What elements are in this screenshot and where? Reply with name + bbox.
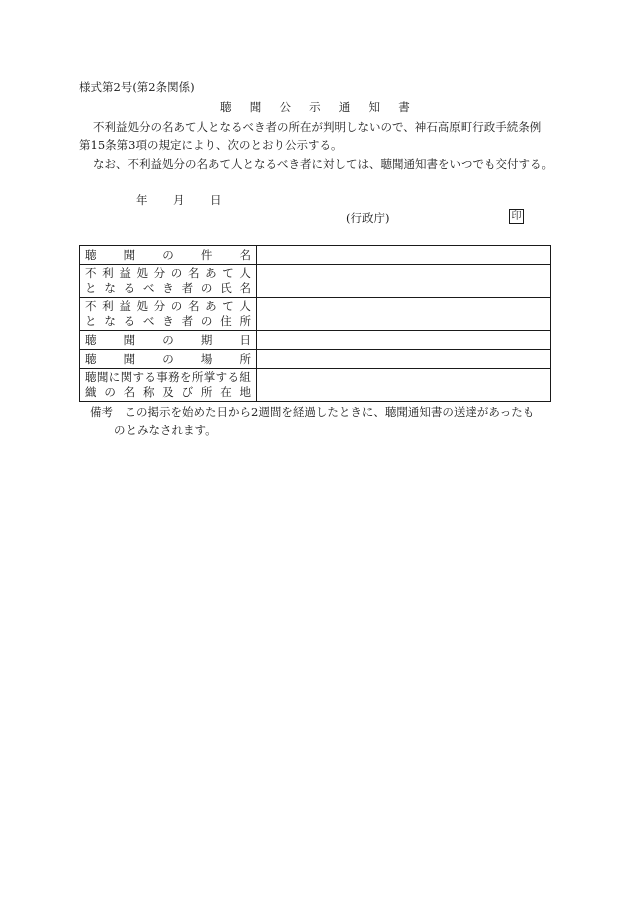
label-char: 地 (239, 385, 251, 399)
label-char: る (123, 281, 136, 295)
row-value[interactable] (257, 246, 551, 265)
agency-label: (行政庁) (346, 211, 390, 225)
label-char: な (104, 281, 116, 295)
label-char: る (123, 314, 136, 328)
label-char: す (132, 370, 144, 384)
row-label-line (85, 385, 251, 400)
label-char: 分 (153, 299, 166, 313)
label-char: あ (205, 299, 217, 313)
label-char: す (215, 370, 228, 384)
row-label-line (85, 248, 251, 263)
label-char: る (144, 370, 156, 384)
label-char: 益 (119, 266, 131, 280)
label-char: 織 (85, 385, 97, 399)
row-label-line (85, 281, 251, 296)
row-label (80, 350, 257, 369)
row-label-line (85, 370, 251, 385)
label-char: 務 (168, 370, 180, 384)
label-char: き (162, 281, 174, 295)
title-char: 知 (368, 100, 381, 114)
date-day-label: 日 (210, 193, 222, 207)
label-char: 住 (220, 314, 232, 328)
label-char: 名 (239, 281, 251, 295)
label-char: の (162, 247, 174, 262)
row-label (80, 331, 257, 350)
form-number: 様式第2号(第2条関係) (79, 80, 195, 94)
row-value[interactable] (257, 331, 551, 350)
label-char: 期 (200, 332, 213, 347)
date-year-label: 年 (136, 193, 148, 207)
label-char: 処 (136, 299, 148, 313)
label-char: 及 (162, 385, 174, 399)
label-char: の (170, 266, 183, 280)
label-char: 場 (200, 351, 213, 366)
label-char: と (85, 281, 97, 295)
label-char: 名 (187, 299, 200, 313)
note-line2: のとみなされます。 (114, 423, 217, 437)
title-char: 聞 (249, 100, 262, 114)
label-char: 名 (187, 266, 200, 280)
label-char: の (200, 281, 213, 295)
label-char: の (170, 299, 183, 313)
label-char: 不 (85, 299, 97, 313)
row-label-line (85, 266, 251, 281)
row-label-line (85, 299, 251, 314)
hearing-table (79, 245, 551, 402)
label-char: 件 (200, 247, 213, 262)
table-row (80, 265, 551, 298)
date-line (136, 192, 247, 208)
label-char: 関 (120, 370, 133, 384)
label-char: 所 (239, 351, 251, 366)
label-char: 人 (239, 266, 251, 280)
label-char: 者 (181, 314, 194, 328)
label-char: て (222, 266, 234, 280)
row-label (80, 265, 257, 298)
title-char: 書 (398, 100, 410, 114)
label-char: 聞 (123, 351, 136, 366)
label-char: 氏 (220, 281, 232, 295)
label-char: に (108, 370, 121, 384)
label-char: 聞 (96, 370, 109, 384)
label-char: 掌 (203, 370, 216, 384)
row-label (80, 369, 257, 402)
paragraph1-line2: 第15条第3項の規定により、次のとおり公示する。 (79, 138, 343, 152)
table-row (80, 350, 551, 369)
label-char: び (181, 385, 194, 399)
label-char: 分 (153, 266, 166, 280)
label-char: を (180, 370, 192, 384)
label-char: 不 (85, 266, 97, 280)
label-char: 事 (156, 370, 168, 384)
title-char: 通 (338, 100, 351, 114)
row-label-line (85, 314, 251, 329)
row-label (80, 298, 257, 331)
label-char: 利 (102, 266, 114, 280)
label-char: な (104, 314, 116, 328)
row-label-line (85, 333, 251, 348)
label-char: の (162, 332, 174, 347)
label-char: 所 (239, 314, 251, 328)
row-label-line (85, 352, 251, 367)
date-month-label: 月 (173, 193, 185, 207)
label-char: べ (142, 314, 155, 328)
title-char: 示 (309, 100, 321, 114)
label-char: 聞 (123, 247, 136, 262)
label-char: 在 (220, 385, 232, 399)
label-char: 利 (102, 299, 114, 313)
label-char: あ (205, 266, 217, 280)
label-char: る (227, 370, 239, 384)
title-char: 公 (279, 100, 292, 114)
row-value[interactable] (257, 265, 551, 298)
label-char: 処 (136, 266, 148, 280)
label-char: 名 (239, 247, 251, 262)
label-char: 聞 (123, 332, 136, 347)
label-char: 人 (239, 299, 251, 313)
label-char: 所 (200, 385, 213, 399)
label-char: 聴 (85, 351, 97, 366)
row-value[interactable] (257, 298, 551, 331)
label-char: 聴 (85, 370, 97, 384)
label-char: 名 (123, 385, 136, 399)
label-char: の (200, 314, 213, 328)
paragraph2: なお、不利益処分の名あて人となるべき者に対しては、聴聞通知書をいつでも交付する。 (93, 157, 553, 171)
label-char: 組 (239, 370, 251, 384)
row-label (80, 246, 257, 265)
label-char: 称 (142, 385, 155, 399)
table-row (80, 298, 551, 331)
row-value[interactable] (257, 350, 551, 369)
label-char: き (162, 314, 174, 328)
label-char: 所 (191, 370, 204, 384)
label-char: べ (142, 281, 155, 295)
note-line1: 備考 この掲示を始めた日から2週間を経過したときに、聴聞通知書の送達があったも (90, 405, 535, 419)
label-char: 聴 (85, 332, 97, 347)
label-char: 益 (119, 299, 131, 313)
row-value[interactable] (257, 369, 551, 402)
document-title (0, 99, 630, 115)
table-row (80, 246, 551, 265)
seal-mark: 印 (509, 209, 524, 224)
table-row (80, 331, 551, 350)
label-char: 日 (239, 332, 251, 347)
label-char: て (222, 299, 234, 313)
label-char: 聴 (85, 247, 97, 262)
label-char: と (85, 314, 97, 328)
title-char: 聴 (220, 100, 232, 114)
label-char: の (162, 351, 174, 366)
label-char: の (104, 385, 116, 399)
label-char: 者 (181, 281, 194, 295)
paragraph1-line1: 不利益処分の名あて人となるべき者の所在が判明しないので、神石高原町行政手続条例 (93, 120, 542, 134)
table-row (80, 369, 551, 402)
